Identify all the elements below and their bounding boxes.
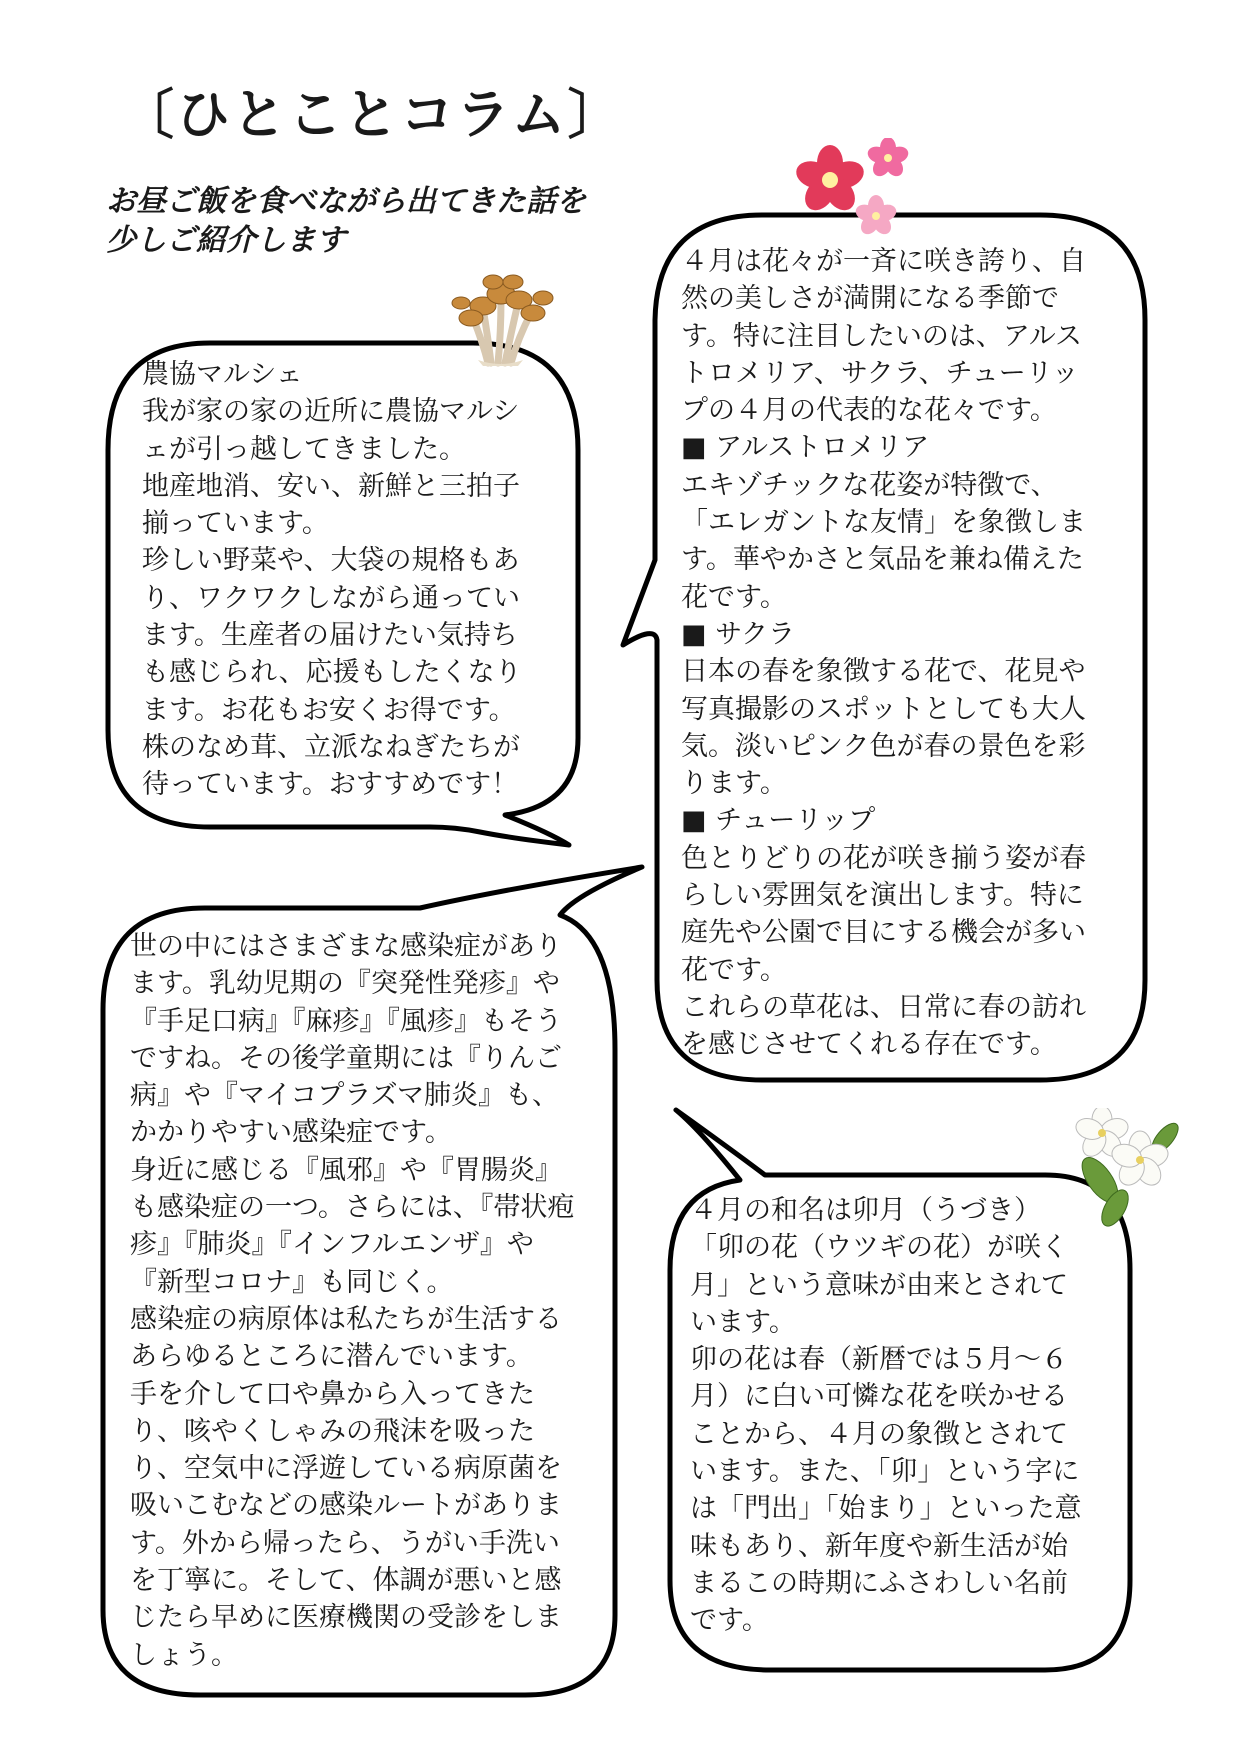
text-line: ます。お花もお安くお得です。 — [142, 694, 516, 726]
text-line: じたら早めに医療機関の受診をしま — [130, 1602, 562, 1634]
text-line: を感じさせてくれる存在です。 — [681, 1029, 1057, 1061]
text-line: 花です。 — [681, 581, 787, 613]
subtitle-line: 少しご紹介します — [106, 223, 346, 258]
text-line: 感染症の病原体は私たちが生活する — [130, 1303, 562, 1335]
text-line: います。 — [690, 1306, 796, 1338]
text-line: あらゆるところに潜んでいます。 — [130, 1341, 533, 1373]
text-line: 花です。 — [681, 954, 787, 986]
text-line: 農協マルシェ — [142, 359, 303, 390]
bubble-flowers-text — [681, 243, 1086, 1064]
sakura-red-icon — [793, 145, 868, 216]
text-line: ■ サクラ — [681, 618, 796, 650]
text-line: 地産地消、安い、新鮮と三拍子 — [142, 470, 520, 502]
text-line: 揃っています。 — [142, 508, 329, 540]
text-line: 待っています。おすすめです！ — [142, 769, 519, 801]
sakura-light-icon — [854, 195, 899, 238]
mushroom-icon — [443, 268, 558, 368]
text-line: です。 — [690, 1605, 769, 1637]
text-line: 病』や『マイコプラズマ肺炎』も、 — [130, 1080, 560, 1112]
text-line: ですね。その後学童期には『りんご — [130, 1042, 562, 1074]
text-line: も感染症の一つ。さらには、『帯状疱 — [130, 1192, 575, 1224]
text-line: 気。淡いピンク色が春の景色を彩 — [681, 730, 1086, 762]
text-line: トロメリア、サクラ、チューリッ — [681, 357, 1079, 389]
text-line: 株のなめ茸、立派なねぎたちが — [142, 731, 520, 763]
text-line: 珍しい野菜や、大袋の規格もあ — [142, 545, 520, 577]
text-line: 『新型コロナ』も同じく。 — [130, 1266, 454, 1298]
text-line: 身近に感じる『風邪』や『胃腸炎』 — [130, 1154, 562, 1186]
text-line: 「卯の花（ウツギの花）が咲く — [690, 1232, 1068, 1264]
text-line: 味もあり、新年度や新生活が始 — [690, 1530, 1068, 1562]
bubble-uzuki-text — [690, 1192, 1082, 1640]
text-line: います。また、「卯」という字に — [690, 1456, 1080, 1488]
text-line: 月）に白い可憐な花を咲かせる — [690, 1381, 1068, 1413]
text-line: ます。乳幼児期の『突発性発疹』や — [130, 968, 560, 1000]
text-line: らしい雰囲気を演出します。特に — [681, 880, 1084, 912]
text-line: 卯の花は春（新暦では５月～６ — [690, 1344, 1068, 1376]
text-line: 手を介して口や鼻から入ってきた — [130, 1378, 535, 1410]
text-line: は「門出」「始まり」といった意 — [690, 1493, 1082, 1525]
text-line: 庭先や公園で目にする機会が多い — [681, 917, 1086, 949]
text-line: ことから、４月の象徴とされて — [690, 1418, 1068, 1450]
text-line: 然の美しさが満開になる季節で — [681, 283, 1059, 315]
text-line: を丁寧に。そして、体調が悪いと感 — [130, 1565, 562, 1597]
subtitle-line: お昼ご飯を食べながら出てきた話を — [106, 184, 586, 219]
text-line: 色とりどりの花が咲き揃う姿が春 — [681, 842, 1086, 874]
column-title: 〔ひとことコラム〕 — [120, 83, 624, 146]
text-line: す。外から帰ったら、うがい手洗い — [130, 1527, 560, 1559]
column-subtitle — [106, 182, 586, 260]
text-line: 「エレガントな友情」を象徴しま — [681, 507, 1086, 539]
text-line: 吸いこむなどの感染ルートがありま — [130, 1490, 562, 1522]
text-line: まるこの時期にふさわしい名前 — [690, 1567, 1068, 1599]
text-line: ■ チューリップ — [681, 805, 876, 837]
text-line: 日本の春を象徴する花で、花見や — [681, 656, 1086, 688]
text-line: ます。生産者の届けたい気持ち — [142, 620, 518, 652]
text-line: 写真撮影のスポットとしても大人 — [681, 693, 1086, 725]
bubble-marche-text — [142, 356, 522, 804]
text-line: す。特に注目したいのは、アルス — [681, 320, 1082, 352]
white-flower-icon — [1070, 1108, 1180, 1228]
text-line: プの４月の代表的な花々です。 — [681, 395, 1057, 427]
sakura-flowers-icon — [790, 138, 940, 248]
text-line: り、ワクワクしながら通ってい — [142, 582, 520, 614]
text-line: ェが引っ越してきました。 — [142, 433, 466, 465]
text-line: も感じられ、応援もしたくなり — [142, 657, 522, 689]
text-line: 世の中にはさまざまな感染症があり — [130, 931, 562, 962]
text-line: す。華やかさと気品を兼ね備えた — [681, 544, 1084, 576]
text-line: これらの草花は、日常に春の訪れ — [681, 991, 1086, 1023]
text-line: しょう。 — [130, 1639, 238, 1671]
sakura-pink-icon — [866, 138, 911, 180]
text-line: ４月は花々が一斉に咲き誇り、自 — [681, 246, 1086, 277]
text-line: ります。 — [681, 768, 787, 800]
text-line: ４月の和名は卯月（うづき） — [690, 1195, 1041, 1226]
text-line: エキゾチックな花姿が特徴で、 — [681, 469, 1058, 501]
text-line: 疹』『肺炎』『インフルエンザ』や — [130, 1229, 534, 1261]
text-line: り、空気中に浮遊している病原菌を — [130, 1453, 562, 1485]
text-line: 『手足口病』『麻疹』『風疹』もそう — [130, 1005, 562, 1037]
text-line: 我が家の家の近所に農協マルシ — [142, 396, 520, 428]
text-line: かかりやすい感染症です。 — [130, 1117, 452, 1149]
text-line: り、咳やくしゃみの飛沫を吸った — [130, 1415, 535, 1447]
bubble-infection-text — [130, 928, 574, 1674]
text-line: 月」という意味が由来とされて — [690, 1269, 1068, 1301]
text-line: ■ アルストロメリア — [681, 432, 930, 464]
